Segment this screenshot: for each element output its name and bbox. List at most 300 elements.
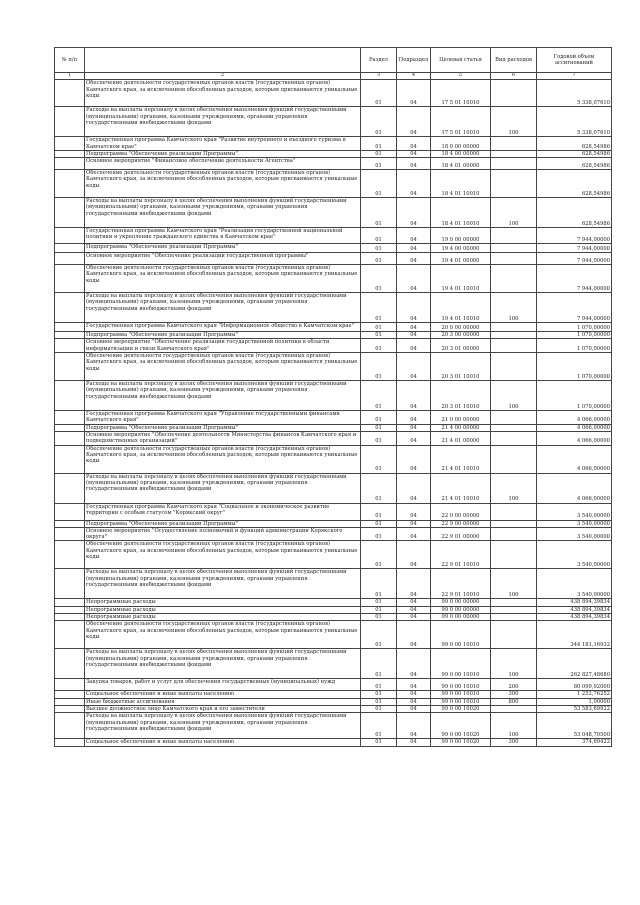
cell-section: 01 bbox=[361, 705, 397, 712]
cell-target: 18 4 00 00000 bbox=[431, 150, 491, 157]
cell-section: 01 bbox=[361, 170, 397, 198]
table-row bbox=[55, 228, 612, 244]
table-row bbox=[55, 170, 612, 198]
cell-exptype: 300 bbox=[491, 691, 537, 698]
cell-subsection: 04 bbox=[397, 614, 431, 621]
cell-section: 01 bbox=[361, 649, 397, 679]
cell-amount: 7 944,00000 bbox=[537, 253, 612, 265]
cell-exptype bbox=[491, 137, 537, 151]
cell-amount: 7 944,00000 bbox=[537, 293, 612, 323]
cell-target: 19 0 00 00000 bbox=[431, 228, 491, 244]
col-num-header: № п/п bbox=[55, 48, 85, 73]
index-cell: 5 bbox=[431, 73, 491, 80]
cell-target: 18 4 01 00000 bbox=[431, 158, 491, 170]
cell-num bbox=[55, 381, 85, 411]
cell-subsection: 04 bbox=[397, 265, 431, 293]
cell-section: 01 bbox=[361, 381, 397, 411]
cell-section: 01 bbox=[361, 293, 397, 323]
cell-exptype bbox=[491, 244, 537, 253]
cell-name: Основное мероприятие "Осуществление полномочий и функций администрации Корякского округа" bbox=[85, 527, 361, 541]
table-body bbox=[55, 80, 612, 746]
cell-section: 01 bbox=[361, 137, 397, 151]
cell-exptype bbox=[491, 606, 537, 613]
cell-name: Закупка товаров, работ и услуг для обеспечения государственных (муниципальных) нужд bbox=[85, 679, 361, 691]
column-index-row bbox=[55, 73, 612, 80]
cell-section: 01 bbox=[361, 158, 397, 170]
cell-num bbox=[55, 339, 85, 353]
index-cell: 4 bbox=[397, 73, 431, 80]
cell-target: 20 3 00 00000 bbox=[431, 332, 491, 339]
table-row bbox=[55, 679, 612, 691]
cell-amount: 4 066,00000 bbox=[537, 431, 612, 445]
cell-num bbox=[55, 198, 85, 228]
table-row bbox=[55, 339, 612, 353]
cell-section: 01 bbox=[361, 332, 397, 339]
cell-name: Непрограммные расходы bbox=[85, 614, 361, 621]
index-cell: 1 bbox=[55, 73, 85, 80]
cell-subsection: 04 bbox=[397, 253, 431, 265]
cell-target: 21 0 00 00000 bbox=[431, 411, 491, 425]
cell-exptype bbox=[491, 150, 537, 157]
cell-num bbox=[55, 265, 85, 293]
cell-name: Непрограммные расходы bbox=[85, 599, 361, 606]
cell-subsection: 04 bbox=[397, 80, 431, 107]
cell-subsection: 04 bbox=[397, 411, 431, 425]
cell-amount: 7 944,00000 bbox=[537, 244, 612, 253]
cell-target: 22 9 01 00000 bbox=[431, 527, 491, 541]
cell-num bbox=[55, 698, 85, 705]
table-row bbox=[55, 424, 612, 431]
cell-num bbox=[55, 323, 85, 332]
cell-subsection: 04 bbox=[397, 137, 431, 151]
cell-section: 01 bbox=[361, 424, 397, 431]
cell-exptype: 300 bbox=[491, 739, 537, 746]
cell-section: 01 bbox=[361, 599, 397, 606]
cell-section: 01 bbox=[361, 107, 397, 137]
cell-target: 99 0 00 10020 bbox=[431, 739, 491, 746]
cell-name: Обеспечение деятельности государственных органов власти (государственных органов) Камчатского края, за исключением обособленных расходов, которым присваиваются уникальные коды bbox=[85, 80, 361, 107]
cell-amount: 3 540,00000 bbox=[537, 527, 612, 541]
cell-subsection: 04 bbox=[397, 339, 431, 353]
cell-num bbox=[55, 614, 85, 621]
cell-num bbox=[55, 293, 85, 323]
table-row bbox=[55, 621, 612, 649]
cell-subsection: 04 bbox=[397, 520, 431, 527]
table-row bbox=[55, 739, 612, 746]
cell-exptype bbox=[491, 265, 537, 293]
cell-subsection: 04 bbox=[397, 473, 431, 503]
cell-num bbox=[55, 599, 85, 606]
cell-subsection: 04 bbox=[397, 739, 431, 746]
cell-name: Обеспечение деятельности государственных органов власти (государственных органов) Камчатского края, за исключением обособленных расходов, которым присваиваются уникальные коды bbox=[85, 621, 361, 649]
cell-amount: 53 048,70500 bbox=[537, 713, 612, 739]
cell-num bbox=[55, 569, 85, 599]
cell-exptype bbox=[491, 520, 537, 527]
cell-target: 99 0 00 10010 bbox=[431, 698, 491, 705]
table-row bbox=[55, 569, 612, 599]
cell-subsection: 04 bbox=[397, 527, 431, 541]
cell-target: 20 3 01 10010 bbox=[431, 381, 491, 411]
cell-exptype bbox=[491, 353, 537, 381]
cell-exptype bbox=[491, 424, 537, 431]
cell-num bbox=[55, 649, 85, 679]
cell-num bbox=[55, 473, 85, 503]
cell-section: 01 bbox=[361, 244, 397, 253]
cell-target: 99 0 00 10010 bbox=[431, 691, 491, 698]
table-row bbox=[55, 137, 612, 151]
cell-num bbox=[55, 253, 85, 265]
cell-target: 17 5 01 10010 bbox=[431, 80, 491, 107]
cell-subsection: 04 bbox=[397, 170, 431, 198]
col-subsection-header: Подраздел bbox=[397, 48, 431, 73]
cell-amount: 5 338,07610 bbox=[537, 80, 612, 107]
cell-name: Высшее должностное лицо Камчатского края и его заместители bbox=[85, 705, 361, 712]
table-row bbox=[55, 353, 612, 381]
cell-num bbox=[55, 713, 85, 739]
cell-amount: 3 540,00000 bbox=[537, 520, 612, 527]
col-exptype-header: Вид расходов bbox=[491, 48, 537, 73]
table-row bbox=[55, 541, 612, 569]
cell-section: 01 bbox=[361, 503, 397, 520]
cell-amount: 1 070,00000 bbox=[537, 323, 612, 332]
cell-name: Расходы на выплаты персоналу в целях обеспечения выполнения функций государственными (муниципальными) органами, казенными учреждениями, органами управления государственными внебюджетными фондами bbox=[85, 381, 361, 411]
cell-name: Обеспечение деятельности государственных органов власти (государственных органов) Камчатского края, за исключением обособленных расходов, которым присваиваются уникальные коды bbox=[85, 541, 361, 569]
cell-subsection: 04 bbox=[397, 228, 431, 244]
table-row bbox=[55, 411, 612, 425]
cell-num bbox=[55, 606, 85, 613]
cell-amount: 7 944,00000 bbox=[537, 265, 612, 293]
cell-name: Непрограммные расходы bbox=[85, 606, 361, 613]
cell-amount: 4 066,00000 bbox=[537, 445, 612, 473]
cell-num bbox=[55, 353, 85, 381]
cell-name: Государственная программа Камчатского края "Реализация государственной национальной политики и укрепление гражданского единства в Камчатском крае" bbox=[85, 228, 361, 244]
cell-name: Расходы на выплаты персоналу в целях обеспечения выполнения функций государственными (муниципальными) органами, казенными учреждениями, органами управления государственными внебюджетными фондами bbox=[85, 713, 361, 739]
cell-name: Основное мероприятие "Обеспечение деятельности Министерства финансов Камчатского края и подведомственных организаций" bbox=[85, 431, 361, 445]
index-cell: 3 bbox=[361, 73, 397, 80]
cell-subsection: 04 bbox=[397, 599, 431, 606]
cell-exptype bbox=[491, 705, 537, 712]
cell-subsection: 04 bbox=[397, 293, 431, 323]
cell-section: 01 bbox=[361, 265, 397, 293]
cell-name: Подпрограмма "Обеспечение реализации Программы" bbox=[85, 150, 361, 157]
cell-name: Иные бюджетные ассигнования bbox=[85, 698, 361, 705]
table-row bbox=[55, 606, 612, 613]
table-row bbox=[55, 150, 612, 157]
col-amount-header: Годовой объем ассигнований bbox=[537, 48, 612, 73]
cell-name: Основное мероприятие "Обеспечение реализации государственной политики в области информатизации и связи Камчатского края" bbox=[85, 339, 361, 353]
cell-num bbox=[55, 739, 85, 746]
cell-amount: 438 894,39834 bbox=[537, 606, 612, 613]
cell-section: 01 bbox=[361, 739, 397, 746]
cell-exptype bbox=[491, 332, 537, 339]
cell-section: 01 bbox=[361, 431, 397, 445]
cell-target: 99 0 00 10010 bbox=[431, 679, 491, 691]
cell-amount: 1 070,00000 bbox=[537, 332, 612, 339]
table-row bbox=[55, 445, 612, 473]
cell-num bbox=[55, 621, 85, 649]
cell-exptype bbox=[491, 431, 537, 445]
cell-exptype bbox=[491, 599, 537, 606]
cell-subsection: 04 bbox=[397, 323, 431, 332]
header-row bbox=[55, 48, 612, 73]
table-row bbox=[55, 253, 612, 265]
cell-target: 19 4 00 00000 bbox=[431, 244, 491, 253]
cell-subsection: 04 bbox=[397, 705, 431, 712]
budget-table-page bbox=[54, 47, 611, 747]
table-row bbox=[55, 473, 612, 503]
cell-subsection: 04 bbox=[397, 691, 431, 698]
col-name-header bbox=[85, 48, 361, 73]
cell-subsection: 04 bbox=[397, 503, 431, 520]
cell-subsection: 04 bbox=[397, 621, 431, 649]
cell-name: Расходы на выплаты персоналу в целях обеспечения выполнения функций государственными (муниципальными) органами, казенными учреждениями, органами управления государственными внебюджетными фондами bbox=[85, 293, 361, 323]
cell-name: Государственная программа Камчатского края "Информационное общество в Камчатском крае" bbox=[85, 323, 361, 332]
cell-subsection: 04 bbox=[397, 445, 431, 473]
cell-amount: 4 066,00000 bbox=[537, 473, 612, 503]
cell-num bbox=[55, 679, 85, 691]
table-row bbox=[55, 80, 612, 107]
cell-exptype bbox=[491, 158, 537, 170]
table-row bbox=[55, 691, 612, 698]
cell-num bbox=[55, 228, 85, 244]
cell-section: 01 bbox=[361, 614, 397, 621]
cell-amount: 262 827,48680 bbox=[537, 649, 612, 679]
cell-target: 22 9 00 00000 bbox=[431, 520, 491, 527]
cell-exptype bbox=[491, 253, 537, 265]
cell-target: 21 4 01 00000 bbox=[431, 431, 491, 445]
cell-section: 01 bbox=[361, 679, 397, 691]
cell-target: 99 0 00 00000 bbox=[431, 599, 491, 606]
cell-amount: 628,54986 bbox=[537, 150, 612, 157]
cell-amount: 438 894,39834 bbox=[537, 599, 612, 606]
cell-amount: 80 099,92000 bbox=[537, 679, 612, 691]
cell-amount: 1 070,00000 bbox=[537, 353, 612, 381]
table-row bbox=[55, 293, 612, 323]
table-row bbox=[55, 614, 612, 621]
cell-subsection: 04 bbox=[397, 679, 431, 691]
cell-exptype: 100 bbox=[491, 649, 537, 679]
cell-section: 01 bbox=[361, 445, 397, 473]
budget-table bbox=[54, 47, 612, 747]
cell-target: 18 4 01 10010 bbox=[431, 170, 491, 198]
cell-target: 22 0 00 00000 bbox=[431, 503, 491, 520]
cell-amount: 628,54986 bbox=[537, 170, 612, 198]
cell-exptype bbox=[491, 228, 537, 244]
cell-amount: 438 894,39834 bbox=[537, 614, 612, 621]
cell-num bbox=[55, 541, 85, 569]
cell-amount: 628,54986 bbox=[537, 137, 612, 151]
cell-section: 01 bbox=[361, 339, 397, 353]
cell-amount: 3 540,00000 bbox=[537, 503, 612, 520]
cell-target: 99 0 00 10010 bbox=[431, 649, 491, 679]
table-row bbox=[55, 381, 612, 411]
cell-num bbox=[55, 244, 85, 253]
cell-section: 01 bbox=[361, 198, 397, 228]
cell-subsection: 04 bbox=[397, 198, 431, 228]
cell-name: Подпрограмма "Обеспечение реализации Программы" bbox=[85, 424, 361, 431]
cell-section: 01 bbox=[361, 691, 397, 698]
cell-name: Обеспечение деятельности государственных органов власти (государственных органов) Камчатского края, за исключением обособленных расходов, которым присваиваются уникальные коды bbox=[85, 170, 361, 198]
cell-section: 01 bbox=[361, 527, 397, 541]
cell-section: 01 bbox=[361, 541, 397, 569]
cell-subsection: 04 bbox=[397, 107, 431, 137]
cell-exptype: 100 bbox=[491, 293, 537, 323]
cell-num bbox=[55, 332, 85, 339]
index-cell: 2 bbox=[85, 73, 361, 80]
table-row bbox=[55, 158, 612, 170]
cell-target: 99 0 00 00000 bbox=[431, 606, 491, 613]
cell-amount: 7 944,00000 bbox=[537, 228, 612, 244]
cell-exptype bbox=[491, 541, 537, 569]
cell-exptype: 800 bbox=[491, 698, 537, 705]
cell-num bbox=[55, 137, 85, 151]
cell-name: Обеспечение деятельности государственных органов власти (государственных органов) Камчатского края, за исключением обособленных расходов, которым присваиваются уникальные коды bbox=[85, 353, 361, 381]
cell-section: 01 bbox=[361, 520, 397, 527]
cell-subsection: 04 bbox=[397, 332, 431, 339]
cell-exptype bbox=[491, 621, 537, 649]
cell-subsection: 04 bbox=[397, 649, 431, 679]
cell-name: Основное мероприятие "Обеспечение реализации государственной программы" bbox=[85, 253, 361, 265]
table-row bbox=[55, 431, 612, 445]
cell-subsection: 04 bbox=[397, 431, 431, 445]
cell-target: 20 0 00 00000 bbox=[431, 323, 491, 332]
cell-amount: 344 181,16932 bbox=[537, 621, 612, 649]
cell-exptype bbox=[491, 527, 537, 541]
table-row bbox=[55, 599, 612, 606]
cell-num bbox=[55, 80, 85, 107]
cell-num bbox=[55, 445, 85, 473]
cell-section: 01 bbox=[361, 713, 397, 739]
cell-section: 01 bbox=[361, 150, 397, 157]
cell-subsection: 04 bbox=[397, 158, 431, 170]
cell-amount: 628,54986 bbox=[537, 198, 612, 228]
cell-name: Расходы на выплаты персоналу в целях обеспечения выполнения функций государственными (муниципальными) органами, казенными учреждениями, органами управления государственными внебюджетными фондами bbox=[85, 569, 361, 599]
cell-exptype bbox=[491, 445, 537, 473]
cell-exptype bbox=[491, 503, 537, 520]
cell-subsection: 04 bbox=[397, 424, 431, 431]
table-row bbox=[55, 527, 612, 541]
table-row bbox=[55, 713, 612, 739]
cell-name: Основное мероприятие "Финансовое обеспечение деятельности Агентства" bbox=[85, 158, 361, 170]
table-row bbox=[55, 520, 612, 527]
cell-exptype bbox=[491, 80, 537, 107]
cell-subsection: 04 bbox=[397, 606, 431, 613]
cell-amount: 3 540,00000 bbox=[537, 569, 612, 599]
cell-target: 22 9 01 10010 bbox=[431, 541, 491, 569]
cell-section: 01 bbox=[361, 228, 397, 244]
cell-amount: 3 540,00000 bbox=[537, 541, 612, 569]
cell-target: 17 5 01 10010 bbox=[431, 107, 491, 137]
cell-name: Расходы на выплаты персоналу в целях обеспечения выполнения функций государственными (муниципальными) органами, казенными учреждениями, органами управления государственными внебюджетными фондами bbox=[85, 198, 361, 228]
cell-amount: 1 070,00000 bbox=[537, 381, 612, 411]
cell-name: Расходы на выплаты персоналу в целях обеспечения выполнения функций государственными (муниципальными) органами, казенными учреждениями, органами управления государственными внебюджетными фондами bbox=[85, 473, 361, 503]
cell-target: 99 0 00 00000 bbox=[431, 614, 491, 621]
cell-name: Государственная программа Камчатского края "Развитие внутреннего и въездного туризма в Камчатском крае" bbox=[85, 137, 361, 151]
cell-num bbox=[55, 705, 85, 712]
cell-section: 01 bbox=[361, 411, 397, 425]
cell-name: Подпрограмма "Обеспечение реализации Программы" bbox=[85, 520, 361, 527]
cell-target: 19 4 01 00000 bbox=[431, 253, 491, 265]
cell-section: 01 bbox=[361, 80, 397, 107]
cell-target: 21 4 01 10010 bbox=[431, 473, 491, 503]
cell-exptype bbox=[491, 614, 537, 621]
cell-amount: 1 252,76252 bbox=[537, 691, 612, 698]
table-row bbox=[55, 705, 612, 712]
cell-subsection: 04 bbox=[397, 244, 431, 253]
table-row bbox=[55, 107, 612, 137]
cell-num bbox=[55, 527, 85, 541]
cell-num bbox=[55, 107, 85, 137]
index-cell: 6 bbox=[491, 73, 537, 80]
cell-name: Государственная программа Камчатского края "Управление государственными финансами Камчатского края" bbox=[85, 411, 361, 425]
cell-target: 21 4 00 00000 bbox=[431, 424, 491, 431]
col-target-header: Целевая статья bbox=[431, 48, 491, 73]
table-row bbox=[55, 198, 612, 228]
cell-name: Государственная программа Камчатского края "Социальное и экономическое развитие территории с особым статусом "Корякский округ" bbox=[85, 503, 361, 520]
cell-target: 20 3 01 10010 bbox=[431, 353, 491, 381]
cell-name: Расходы на выплаты персоналу в целях обеспечения выполнения функций государственными (муниципальными) органами, казенными учреждениями, органами управления государственными внебюджетными фондами bbox=[85, 107, 361, 137]
table-row bbox=[55, 244, 612, 253]
cell-section: 01 bbox=[361, 621, 397, 649]
cell-target: 21 4 01 10010 bbox=[431, 445, 491, 473]
table-row bbox=[55, 332, 612, 339]
cell-subsection: 04 bbox=[397, 698, 431, 705]
table-row bbox=[55, 649, 612, 679]
cell-exptype bbox=[491, 411, 537, 425]
cell-exptype: 100 bbox=[491, 713, 537, 739]
cell-name: Подпрограмма "Обеспечение реализации Программы" bbox=[85, 332, 361, 339]
col-section-header: Раздел bbox=[361, 48, 397, 73]
cell-subsection: 04 bbox=[397, 381, 431, 411]
cell-num bbox=[55, 691, 85, 698]
cell-name: Обеспечение деятельности государственных органов власти (государственных органов) Камчатского края, за исключением обособленных расходов, которым присваиваются уникальные коды bbox=[85, 445, 361, 473]
cell-name: Расходы на выплаты персоналу в целях обеспечения выполнения функций государственными (муниципальными) органами, казенными учреждениями, органами управления государственными внебюджетными фондами bbox=[85, 649, 361, 679]
index-cell: 7 bbox=[537, 73, 612, 80]
cell-exptype: 100 bbox=[491, 473, 537, 503]
cell-exptype: 100 bbox=[491, 107, 537, 137]
cell-exptype bbox=[491, 170, 537, 198]
cell-num bbox=[55, 503, 85, 520]
cell-amount: 1 070,00000 bbox=[537, 339, 612, 353]
cell-num bbox=[55, 424, 85, 431]
cell-section: 01 bbox=[361, 698, 397, 705]
cell-num bbox=[55, 431, 85, 445]
cell-section: 01 bbox=[361, 606, 397, 613]
cell-name: Социальное обеспечение и иные выплаты населению bbox=[85, 691, 361, 698]
cell-target: 99 0 00 10020 bbox=[431, 713, 491, 739]
cell-target: 99 0 00 10010 bbox=[431, 621, 491, 649]
cell-exptype bbox=[491, 339, 537, 353]
cell-amount: 4 066,00000 bbox=[537, 411, 612, 425]
cell-subsection: 04 bbox=[397, 150, 431, 157]
cell-amount: 1,00000 bbox=[537, 698, 612, 705]
cell-section: 01 bbox=[361, 353, 397, 381]
cell-subsection: 04 bbox=[397, 541, 431, 569]
cell-num bbox=[55, 411, 85, 425]
cell-target: 18 4 01 10010 bbox=[431, 198, 491, 228]
cell-num bbox=[55, 150, 85, 157]
cell-exptype: 200 bbox=[491, 679, 537, 691]
cell-target: 22 9 01 10010 bbox=[431, 569, 491, 599]
table-row bbox=[55, 323, 612, 332]
cell-name: Обеспечение деятельности государственных органов власти (государственных органов) Камчатского края, за исключением обособленных расходов, которым присваиваются уникальные коды bbox=[85, 265, 361, 293]
cell-name: Подпрограмма "Обеспечение реализации Программы" bbox=[85, 244, 361, 253]
table-row bbox=[55, 503, 612, 520]
cell-exptype: 100 bbox=[491, 381, 537, 411]
cell-exptype: 100 bbox=[491, 569, 537, 599]
cell-num bbox=[55, 170, 85, 198]
cell-subsection: 04 bbox=[397, 713, 431, 739]
